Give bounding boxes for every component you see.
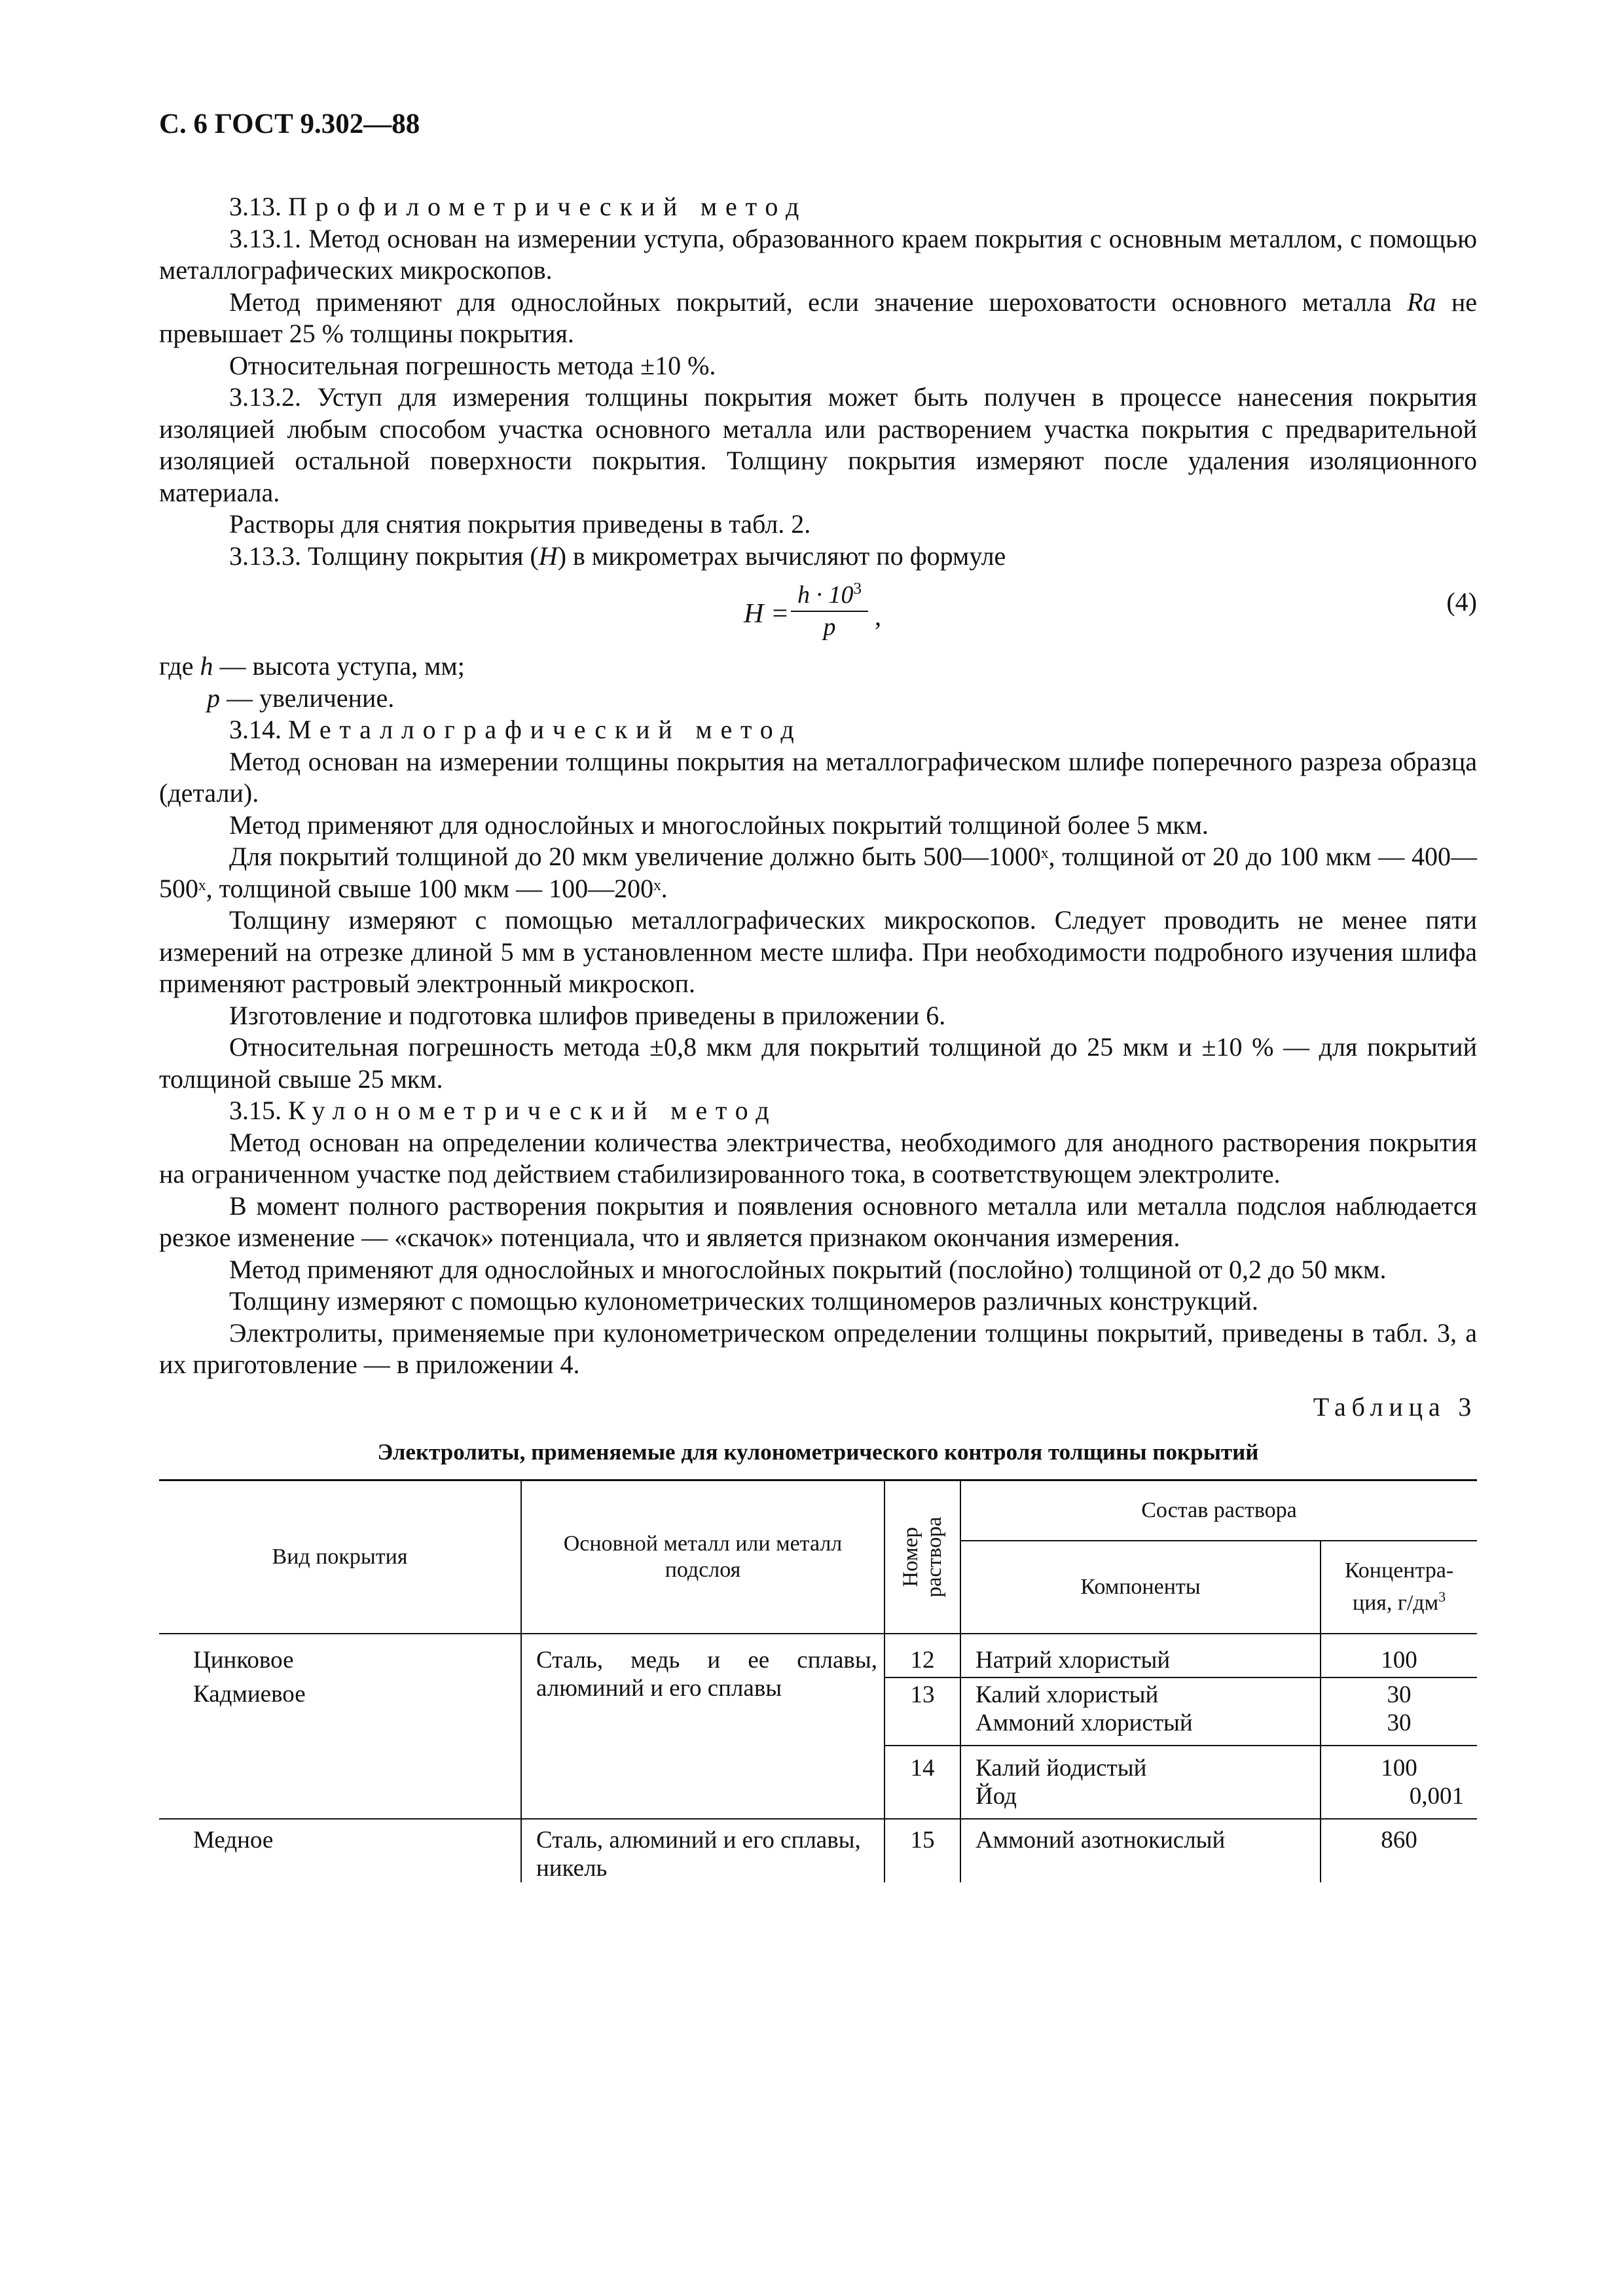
text-run: не превышает 25 % толщины покрытия. xyxy=(159,287,1477,348)
cell-solution-number: 15 xyxy=(884,1819,960,1882)
paragraph xyxy=(159,541,1477,573)
cell-concentration: 100 xyxy=(1321,1634,1477,1677)
numerator-exponent: 3 xyxy=(853,580,862,598)
header-base-metal: Основной металл или металл подслоя xyxy=(521,1480,884,1634)
paragraph: Относительная погрешность метода ±0,8 мкм для покрытий толщиной до 25 мкм и ±10 % — для покрытий толщиной свыше 25 мкм. xyxy=(159,1032,1477,1094)
header-concentration xyxy=(1321,1541,1477,1634)
header-exponent: 3 xyxy=(1438,1588,1446,1605)
cell-solution-number: 14 xyxy=(884,1746,960,1819)
cell-component: Аммоний азотнокислый xyxy=(960,1819,1321,1882)
paragraph: Изготовление и подготовка шлифов приведены в приложении 6. xyxy=(229,1000,946,1030)
paragraph: Электролиты, применяемые при кулонометрическом определении толщины покрытий, приведены в табл. 3, а их приготовление — в приложении 4. xyxy=(159,1318,1477,1379)
section-number: 3.13. xyxy=(229,192,282,221)
concentration-line: 0,001 xyxy=(1409,1782,1464,1810)
formula-4 xyxy=(159,575,1477,651)
section-title: Кулонометрический метод xyxy=(288,1096,778,1125)
text-run: — высота уступа, мм; xyxy=(213,651,465,681)
symbol-h: h xyxy=(200,651,213,681)
paragraph: Растворы для снятия покрытия приведены в табл. 2. xyxy=(229,509,811,539)
formula-fraction xyxy=(791,575,868,642)
paragraph: Относительная погрешность метода ±10 %. xyxy=(229,350,716,380)
header-text: ция, г/дм xyxy=(1352,1590,1439,1615)
text-run: где xyxy=(159,651,200,681)
page-content xyxy=(159,191,1477,1882)
cell-base-metal: Сталь, алюминий и его сплавы, никель xyxy=(521,1819,884,1882)
formula-lhs: H = xyxy=(744,599,790,629)
numerator-base: h · 10 xyxy=(797,581,854,609)
table-title: Электролиты, применяемые для кулонометрического контроля толщины покрытий xyxy=(377,1439,1259,1465)
concentration-line: 30 xyxy=(1387,1709,1412,1736)
paragraph xyxy=(159,287,1477,350)
section-title: Металлографический метод xyxy=(288,715,803,744)
text-run: — увеличение. xyxy=(220,683,395,713)
paragraph: Метод применяют для однослойных и многослойных покрытий толщиной более 5 мкм. xyxy=(229,810,1209,840)
paragraph: В момент полного растворения покрытия и появления основного металла или металла подслоя наблюдается резкое изменение — «скачок» потенциала, что и является признаком окончания измерения. xyxy=(159,1191,1477,1252)
paragraph: 3.13.1. Метод основан на измерении уступа, образованного краем покрытия с основным металлом, с помощью металлографических микроскопов. xyxy=(159,223,1477,285)
text-run: 3.13.3. Толщину покрытия ( xyxy=(229,541,539,571)
where-line-h xyxy=(159,651,1477,683)
table-label: Таблица 3 xyxy=(1313,1391,1477,1422)
cell-component: Натрий хлористый xyxy=(960,1634,1321,1677)
formula-comma: , xyxy=(875,601,881,631)
cell-components xyxy=(960,1677,1321,1746)
electrolytes-table xyxy=(159,1479,1477,1882)
header-text: Концентра- xyxy=(1344,1558,1454,1583)
cell-base-metal: Сталь, медь и ее сплавы, алюминий и его сплавы xyxy=(521,1634,884,1819)
cell-solution-number: 12 xyxy=(884,1634,960,1677)
cell-concentrations xyxy=(1321,1746,1477,1819)
text-run: ) в микрометрах вычисляют по формуле xyxy=(557,541,1006,571)
text-run: Метод применяют для однослойных покрытий, если значение шероховатости основного металла xyxy=(229,287,1408,317)
header-solution-number xyxy=(884,1480,960,1634)
equation-number: (4) xyxy=(1446,587,1477,617)
cell-solution-number: 13 xyxy=(884,1677,960,1746)
concentration-line: 100 xyxy=(1381,1754,1417,1782)
paragraph: Для покрытий толщиной до 20 мкм увеличение должно быть 500—1000ˣ, толщиной от 20 до 100 мкм — 400—500ˣ, толщиной свыше 100 мкм — 100—200ˣ. xyxy=(159,842,1477,903)
component-line: Калий йодистый xyxy=(976,1754,1147,1782)
component-line: Калий хлористый xyxy=(976,1681,1159,1708)
header-text: Номер xyxy=(899,1526,922,1587)
formula-denominator: p xyxy=(823,613,836,641)
header-text: раствора xyxy=(922,1516,946,1598)
formula-numerator xyxy=(791,575,868,612)
section-number: 3.15. xyxy=(229,1096,282,1125)
paragraph: Метод применяют для однослойных и многослойных покрытий (послойно) толщиной от 0,2 до 50 мкм. xyxy=(229,1254,1387,1284)
section-number: 3.14. xyxy=(229,715,282,744)
cell-coating: Медное xyxy=(159,1819,521,1882)
table-row xyxy=(159,1634,1477,1677)
section-3-14-heading xyxy=(159,714,1477,746)
paragraph: Толщину измеряют с помощью металлографических микроскопов. Следует проводить не менее пяти измерений на отрезке длиной 5 мм в установленном месте шлифа. При необходимости подробного изучения шлифа применяют растровый электронный микроскоп. xyxy=(159,905,1477,998)
paragraph: Метод основан на измерении толщины покрытия на металлографическом шлифе поперечного разреза образца (детали). xyxy=(159,746,1477,808)
header-components: Компоненты xyxy=(960,1541,1321,1634)
symbol-p: p xyxy=(207,683,220,713)
cell-coating: Цинковое xyxy=(193,1646,294,1674)
where-line-p xyxy=(159,683,1477,715)
paragraph: Толщину измеряют с помощью кулонометрических толщиномеров различных конструкций. xyxy=(229,1286,1258,1316)
table-row xyxy=(159,1819,1477,1882)
cell-coating: Кадмиевое xyxy=(193,1680,306,1708)
section-title: Профилометрический метод xyxy=(288,192,808,221)
paragraph: 3.13.2. Уступ для измерения толщины покрытия может быть получен в процессе нанесения покрытия изоляцией любым способом участка основного металла или растворением участка покрытия с предварительной изоляцией остальной поверхности покрытия. Толщину покрытия измеряют после удаления изоляционного материала. xyxy=(159,382,1477,507)
section-3-13-heading xyxy=(159,191,1477,223)
paragraph: Метод основан на определении количества электричества, необходимого для анодного растворения покрытия на ограниченном участке под действием стабилизированного тока, в соответствующем электролите. xyxy=(159,1127,1477,1189)
concentration-line: 30 xyxy=(1387,1681,1412,1708)
symbol-ra: Ra xyxy=(1407,287,1436,317)
section-3-15-heading xyxy=(159,1095,1477,1127)
symbol-h: H xyxy=(538,541,558,571)
component-line: Йод xyxy=(976,1782,1017,1810)
cell-components xyxy=(960,1746,1321,1819)
component-line: Аммоний хлористый xyxy=(976,1709,1193,1736)
page-header: С. 6 ГОСТ 9.302—88 xyxy=(159,109,420,139)
header-coating-type: Вид покрытия xyxy=(159,1480,521,1634)
cell-concentration: 860 xyxy=(1321,1819,1477,1882)
header-composition: Состав раствора xyxy=(960,1480,1477,1541)
cell-concentrations xyxy=(1321,1677,1477,1746)
